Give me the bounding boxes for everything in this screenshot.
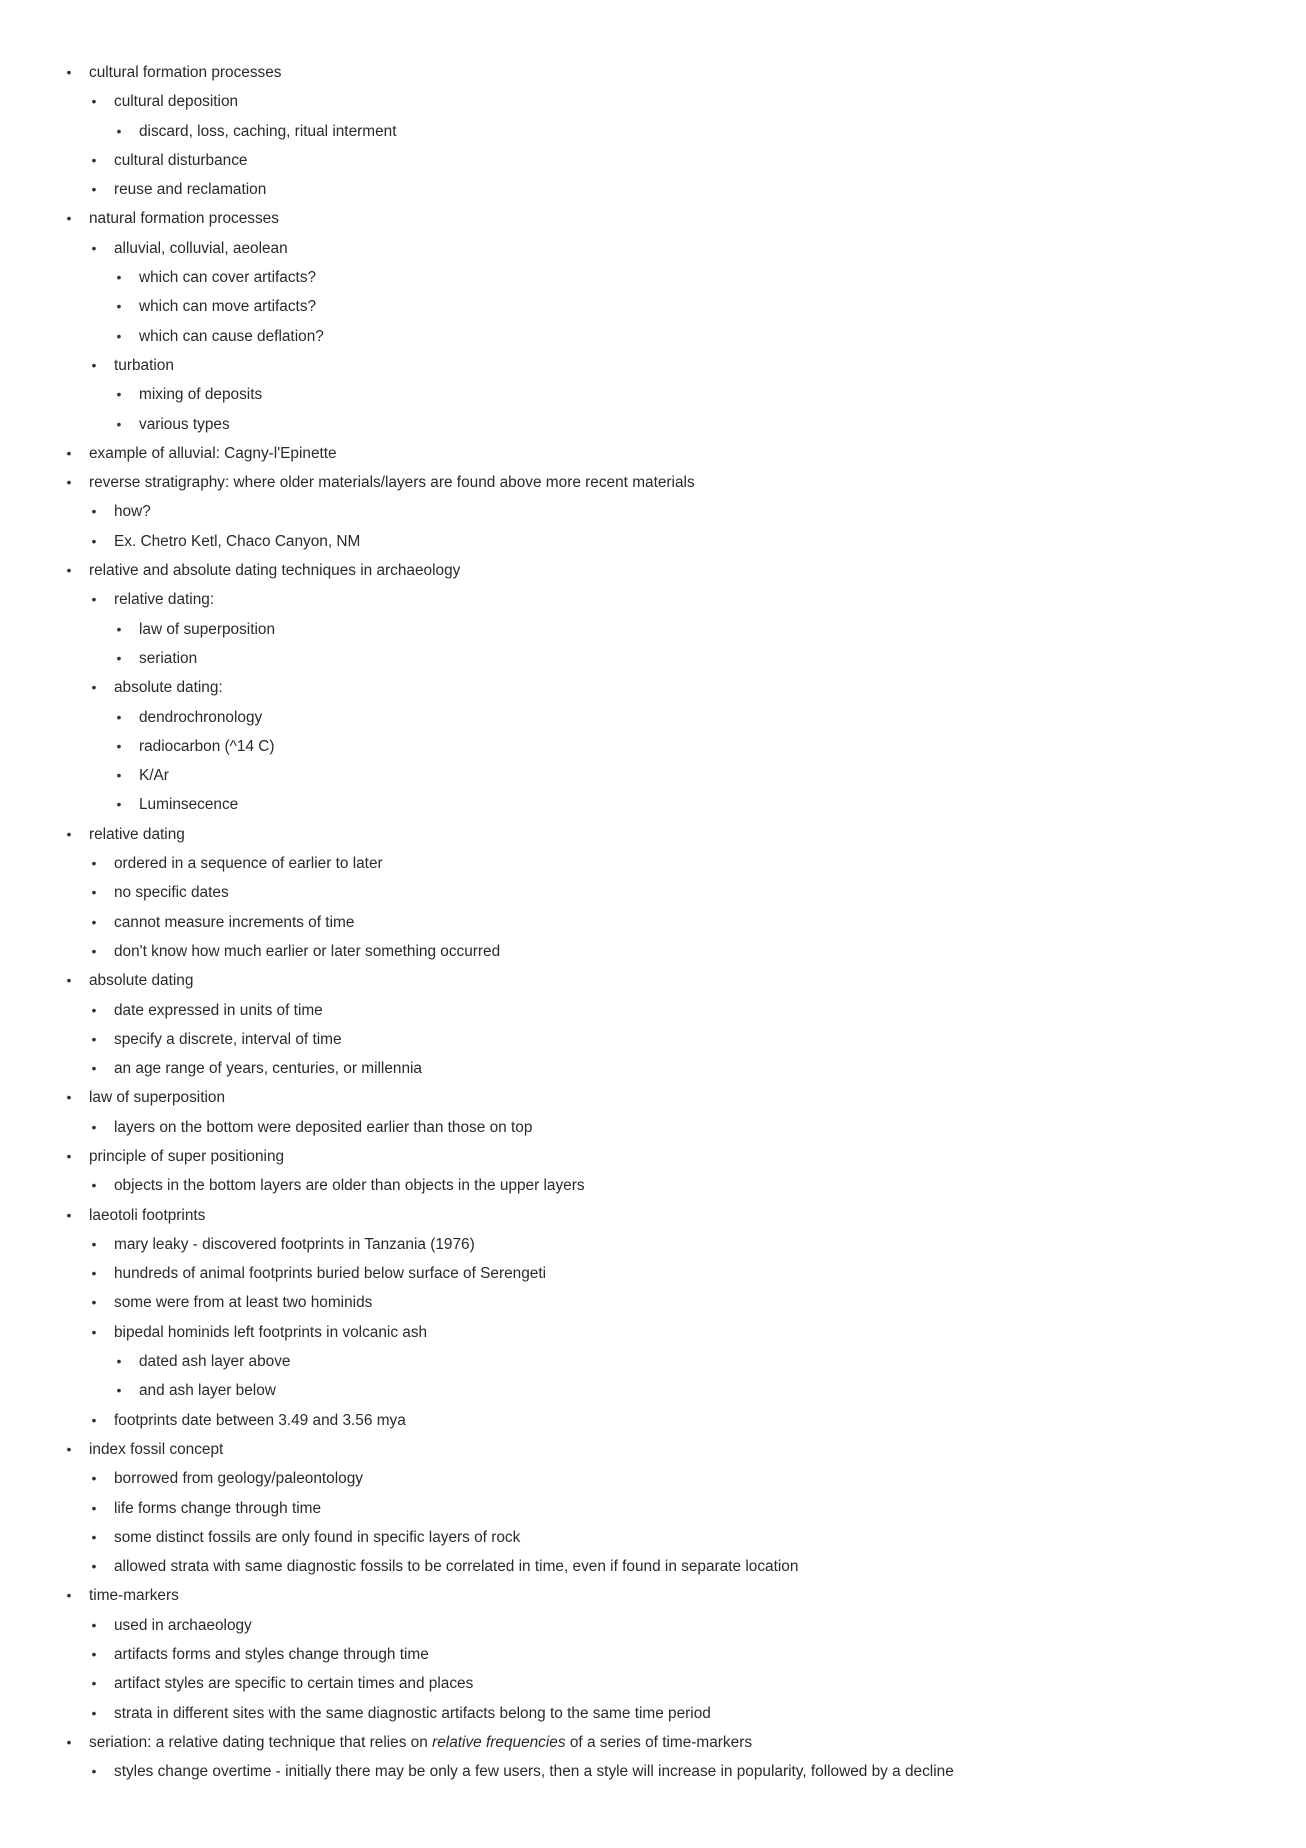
bullet-icon: • [116,708,122,725]
bullet-icon: • [91,942,97,959]
list-item [64,87,1244,116]
list-item [64,996,1244,1025]
bullet-icon: • [91,1294,97,1311]
list-item-text: index fossil concept [89,1440,224,1458]
list-item [64,380,1244,409]
list-item [64,1728,1244,1757]
bullet-icon: • [91,1528,97,1545]
list-item-text: cultural formation processes [89,64,282,81]
bullet-icon: • [91,1646,97,1663]
list-item [64,527,1244,556]
bullet-icon: • [66,474,72,491]
list-item-text: which can move artifacts? [139,298,317,316]
bullet-icon: • [91,679,97,696]
list-item-text: reverse stratigraphy: where older materials/layers are found above more recent materials [89,474,695,492]
list-item-text: date expressed in units of time [114,1001,323,1019]
list-item-text: seriation [139,649,198,667]
list-item-text: objects in the bottom layers are older than objects in the upper layers [114,1177,585,1195]
bullet-icon: • [91,532,97,549]
bullet-icon: • [91,1411,97,1428]
list-item-text: artifacts forms and styles change through time [114,1646,429,1664]
list-item [64,820,1244,849]
list-item-text: layers on the bottom were deposited earlier than those on top [114,1118,533,1136]
list-item-text: don't know how much earlier or later something occurred [114,942,501,960]
list-item-text: borrowed from geology/paleontology [114,1470,363,1488]
bullet-icon: • [91,1675,97,1692]
list-item-text: how? [114,503,151,521]
list-item-text: an age range of years, centuries, or millennia [114,1060,422,1078]
list-item [64,908,1244,937]
list-item-text: absolute dating [89,972,194,990]
bullet-icon: • [116,298,122,315]
list-item-text: alluvial, colluvial, aeolean [114,239,288,257]
list-item [64,468,1244,497]
list-item-text: mixing of deposits [139,386,263,404]
list-item-text: bipedal hominids left footprints in volcanic ash [114,1323,428,1341]
list-item-text: specify a discrete, interval of time [114,1030,342,1048]
list-item-text: relative and absolute dating techniques in archaeology [89,562,461,580]
list-item-text: no specific dates [114,884,229,902]
bullet-icon: • [91,1499,97,1516]
list-item [64,1288,1244,1317]
list-item [64,1171,1244,1200]
list-item-text [89,1728,752,1757]
list-item-text: laeotoli footprints [89,1206,206,1224]
list-item [64,1142,1244,1171]
list-item [64,1025,1244,1054]
list-item [64,1259,1244,1288]
list-item [64,1435,1244,1464]
bullet-icon: • [66,1733,72,1750]
bullet-icon: • [91,1323,97,1340]
list-item [64,1640,1244,1669]
list-item [64,585,1244,614]
list-item [64,1347,1244,1376]
bullet-icon: • [91,884,97,901]
list-item [64,292,1244,321]
list-item-text: dendrochronology [139,708,263,726]
text-segment: of a series of time-markers [565,1733,753,1751]
list-item-text: natural formation processes [89,210,279,228]
bullet-icon: • [66,1440,72,1457]
list-item-text: cultural deposition [114,93,239,111]
bullet-icon: • [91,1030,97,1047]
bullet-icon: • [91,1704,97,1721]
bullet-icon: • [116,649,122,666]
list-item [64,1552,1244,1581]
list-item-text: Ex. Chetro Ketl, Chaco Canyon, NM [114,532,361,550]
list-item [64,1113,1244,1142]
list-item [64,556,1244,585]
bullet-icon: • [91,855,97,872]
bullet-icon: • [66,210,72,227]
list-item-text: which can cause deflation? [139,327,324,345]
bullet-icon: • [91,503,97,520]
bullet-icon: • [91,1265,97,1282]
bullet-icon: • [91,356,97,373]
list-item [64,673,1244,702]
list-item [64,1083,1244,1112]
list-item [64,1581,1244,1610]
list-item [64,263,1244,292]
bullet-icon: • [116,796,122,813]
list-item [64,175,1244,204]
list-item-text: radiocarbon (^14 C) [139,737,275,755]
list-item-text: life forms change through time [114,1499,322,1517]
list-item-text: allowed strata with same diagnostic fossils to be correlated in time, even if found in separate location [114,1558,799,1576]
list-item-text: example of alluvial: Cagny-l'Epinette [89,444,337,462]
bullet-icon: • [66,1206,72,1223]
list-item [64,410,1244,439]
bullet-icon: • [91,93,97,110]
bullet-icon: • [91,1763,97,1780]
list-item [64,790,1244,819]
list-item [64,146,1244,175]
list-item-text: time-markers [89,1587,179,1605]
bullet-icon: • [66,1089,72,1106]
list-item [64,1318,1244,1347]
emphasized-term: relative frequencies [432,1733,566,1751]
bullet-icon: • [66,444,72,461]
bullet-icon: • [91,1177,97,1194]
bullet-icon: • [116,415,122,432]
list-item-text: strata in different sites with the same diagnostic artifacts belong to the same time period [114,1704,711,1722]
list-item-text: hundreds of animal footprints buried below surface of Serengeti [114,1265,547,1283]
bullet-icon: • [116,1382,122,1399]
bullet-icon: • [116,1353,122,1370]
list-item-text: which can cover artifacts? [139,269,317,287]
list-item [64,1054,1244,1083]
list-item [64,1464,1244,1493]
bullet-icon: • [91,1118,97,1135]
list-item [64,117,1244,146]
list-item [64,439,1244,468]
bullet-icon: • [116,386,122,403]
bullet-icon: • [91,1235,97,1252]
bullet-icon: • [66,64,72,80]
list-item-text: discard, loss, caching, ritual interment [139,122,397,140]
list-item-text: Luminsecence [139,796,239,814]
list-item-text: turbation [114,356,174,374]
bullet-outline [64,58,1244,1787]
bullet-icon: • [66,562,72,579]
list-item [64,1523,1244,1552]
list-item [64,322,1244,351]
list-item [64,1201,1244,1230]
list-item [64,234,1244,263]
bullet-icon: • [116,737,122,754]
list-item-text: absolute dating: [114,679,223,697]
list-item-text: dated ash layer above [139,1353,291,1371]
list-item-text: and ash layer below [139,1382,276,1400]
list-item-text: footprints date between 3.49 and 3.56 mya [114,1411,406,1429]
list-item [64,1611,1244,1640]
list-item [64,1230,1244,1259]
bullet-icon: • [91,1558,97,1575]
bullet-icon: • [91,1470,97,1487]
list-item [64,644,1244,673]
list-item-text: principle of super positioning [89,1147,285,1165]
list-item-text: artifact styles are specific to certain times and places [114,1675,474,1693]
list-item [64,732,1244,761]
bullet-icon: • [66,1147,72,1164]
list-item-text: law of superposition [139,620,276,638]
bullet-icon: • [66,825,72,842]
bullet-icon: • [91,181,97,198]
list-item [64,1669,1244,1698]
bullet-icon: • [116,327,122,344]
bullet-icon: • [66,1587,72,1604]
list-item-text: some were from at least two hominids [114,1294,373,1312]
list-item [64,497,1244,526]
bullet-icon: • [91,1616,97,1633]
list-item-text: cultural disturbance [114,151,248,169]
list-item [64,351,1244,380]
list-item [64,58,1244,87]
list-item [64,966,1244,995]
bullet-icon: • [66,972,72,989]
list-item [64,615,1244,644]
list-item [64,1757,1244,1786]
list-item-text: various types [139,415,230,433]
list-item-text: some distinct fossils are only found in specific layers of rock [114,1528,521,1546]
list-item-text: mary leaky - discovered footprints in Tanzania (1976) [114,1235,475,1253]
list-item-text: relative dating [89,825,185,843]
list-item [64,703,1244,732]
bullet-icon: • [91,913,97,930]
list-item [64,1494,1244,1523]
list-item [64,204,1244,233]
list-item [64,937,1244,966]
list-item-text: relative dating: [114,591,215,609]
bullet-icon: • [91,239,97,256]
bullet-icon: • [116,767,122,784]
list-item [64,849,1244,878]
list-item-text: K/Ar [139,767,169,785]
list-item-text: ordered in a sequence of earlier to later [114,855,383,873]
list-item-text: used in archaeology [114,1616,252,1634]
bullet-icon: • [91,591,97,608]
bullet-icon: • [116,620,122,637]
bullet-icon: • [116,269,122,286]
list-item [64,761,1244,790]
bullet-icon: • [91,151,97,168]
bullet-icon: • [91,1001,97,1018]
text-segment: seriation: a relative dating technique that relies on [89,1733,433,1751]
list-item-text: law of superposition [89,1089,226,1107]
bullet-icon: • [91,1060,97,1077]
list-item [64,1699,1244,1728]
list-item [64,1406,1244,1435]
list-item [64,1376,1244,1405]
list-item-text: styles change overtime - initially there may be only a few users, then a style will increase in popularity, followed by a decline [114,1763,954,1781]
list-item-text: reuse and reclamation [114,181,267,199]
list-item-text: cannot measure increments of time [114,913,355,931]
list-item [64,878,1244,907]
bullet-icon: • [116,122,122,139]
